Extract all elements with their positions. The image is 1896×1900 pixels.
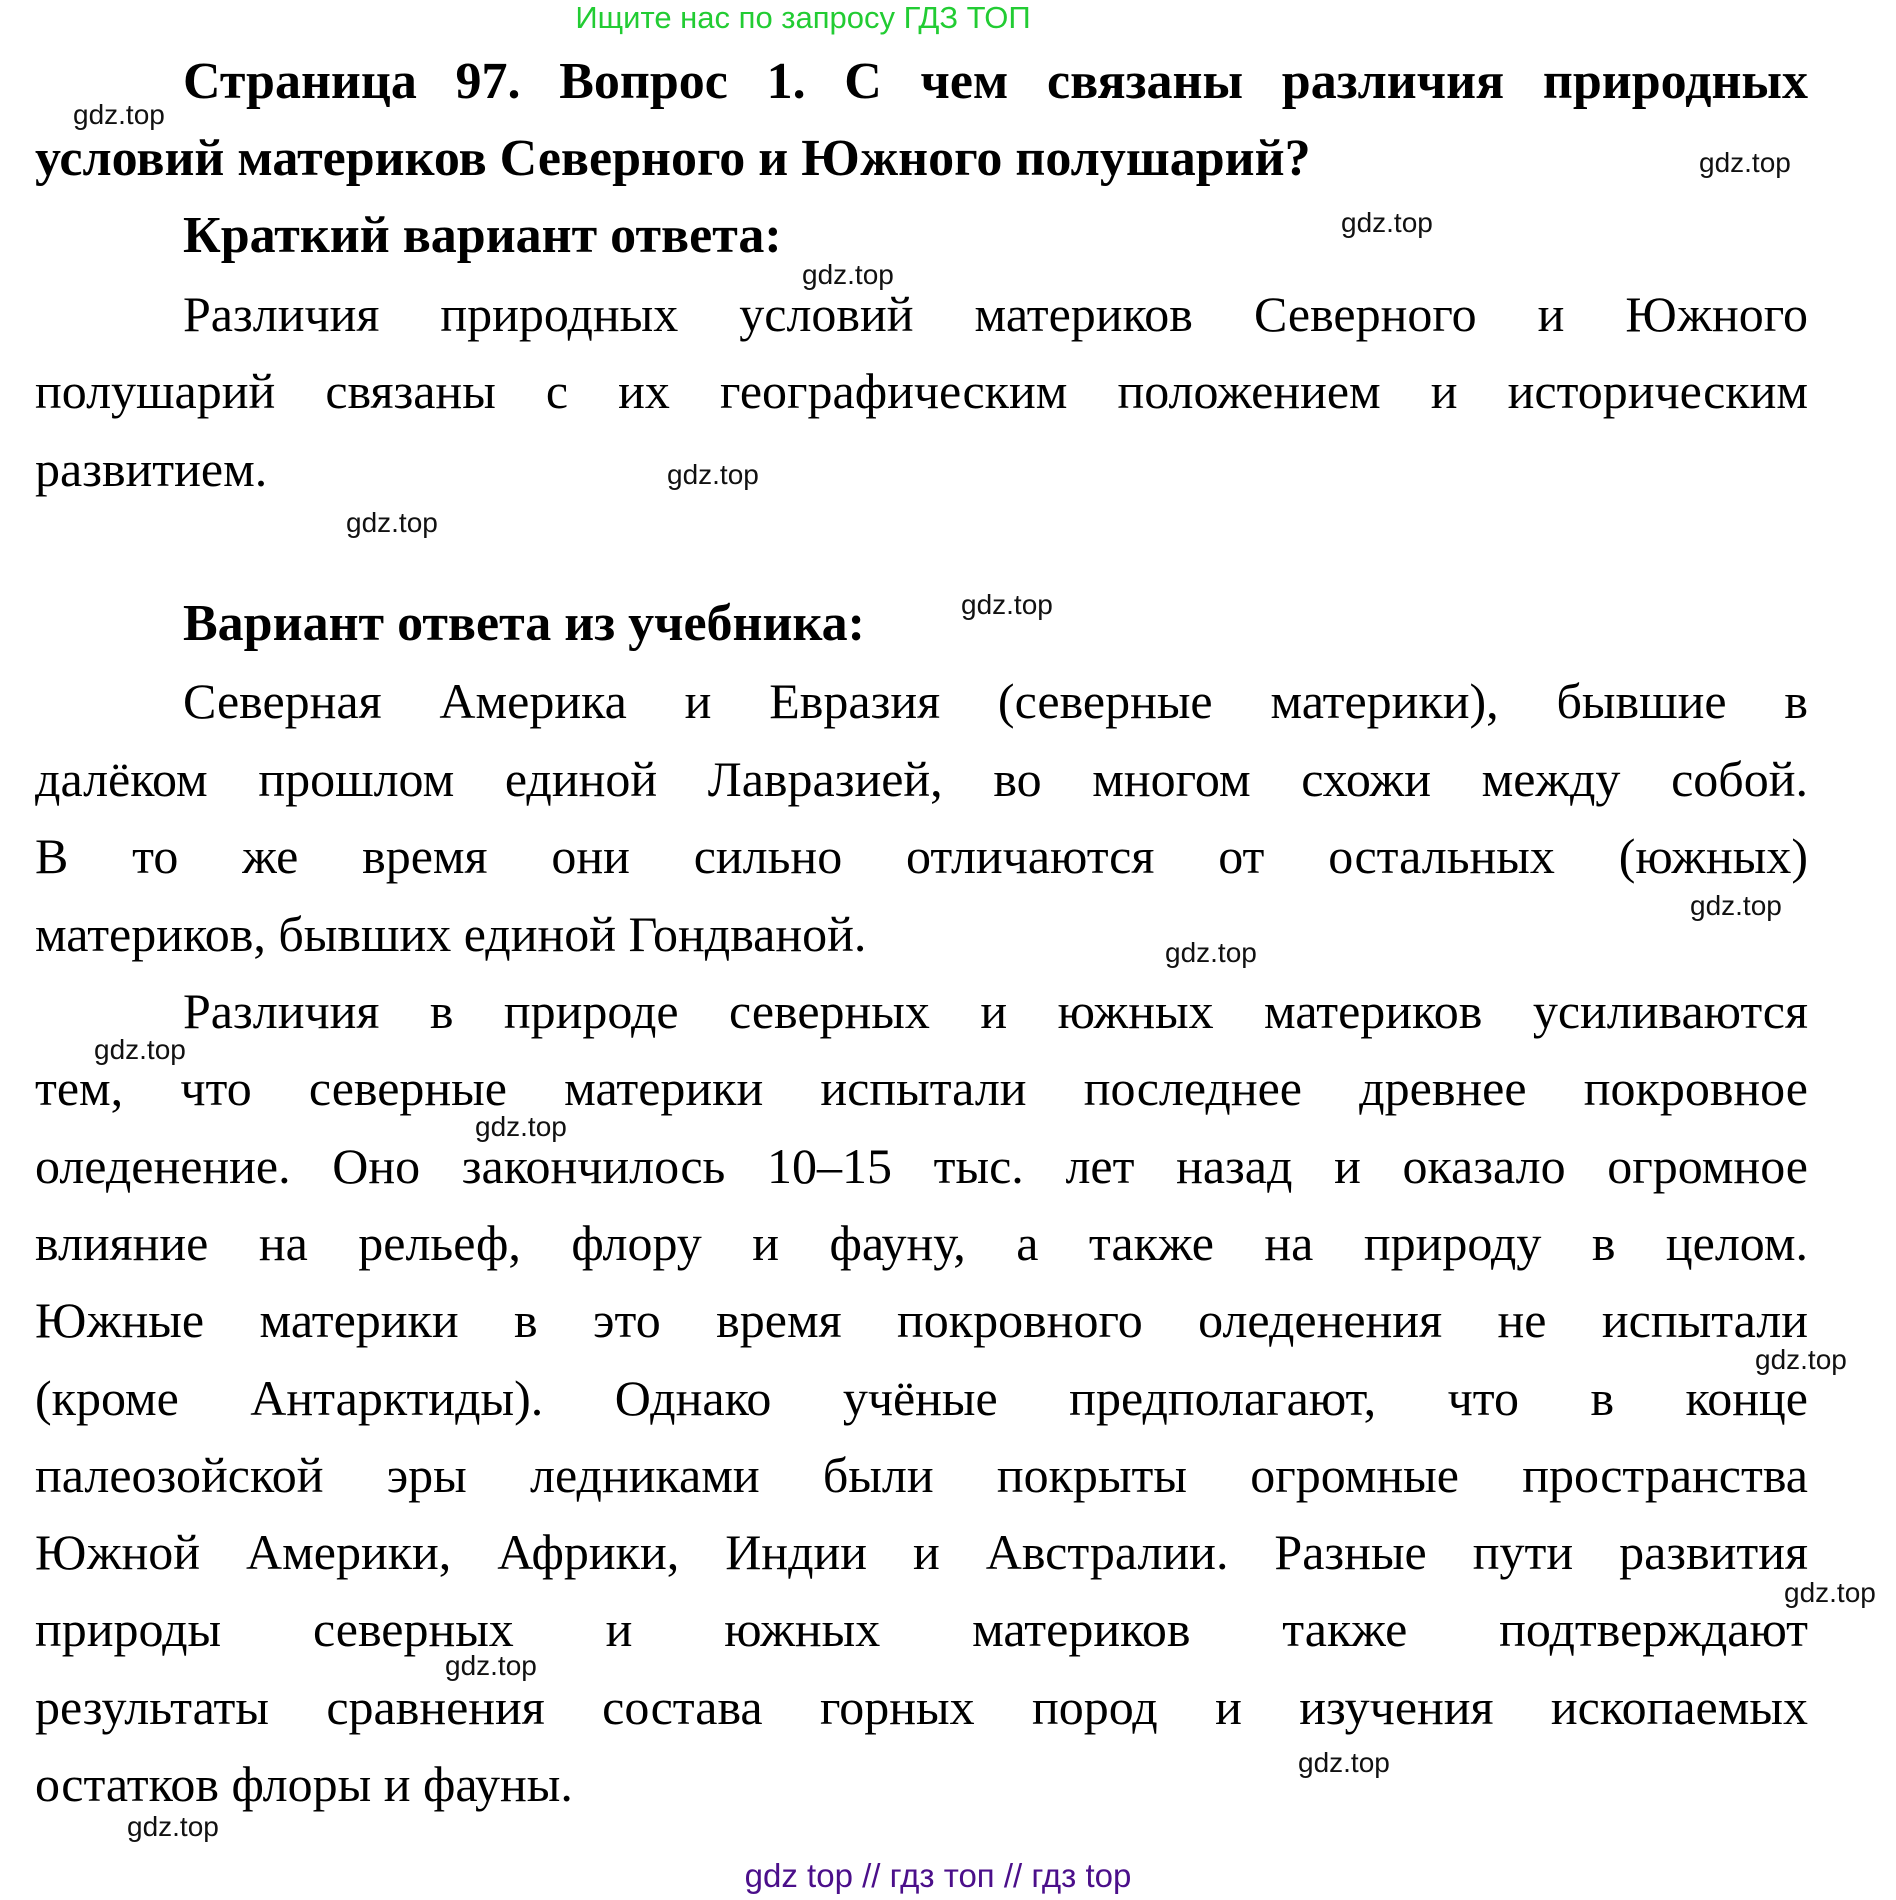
paragraph1-line: Северная Америка и Евразия (северные материки), бывшие в [183,673,1808,729]
watermark: gdz.top [1699,147,1791,178]
watermark: gdz.top [94,1034,186,1065]
paragraph2-line: влияние на рельеф, флору и фауну, а также на природу в целом. [35,1215,1808,1271]
watermark: gdz.top [346,507,438,538]
watermark: gdz.top [475,1111,567,1142]
paragraph2-line: Различия в природе северных и южных материков усиливаются [183,983,1808,1039]
question-title-line-2: условий материков Северного и Южного полушарий? [35,130,1311,187]
watermark: gdz.top [445,1650,537,1681]
question-title-line-1: Страница 97. Вопрос 1. С чем связаны различия природных [183,53,1808,110]
paragraph2-line: результаты сравнения состава горных пород и изучения ископаемых [35,1679,1808,1735]
paragraph2-line: остатков флоры и фауны. [35,1756,573,1812]
paragraph1-line: материков, бывших единой Гондваной. [35,906,867,962]
paragraph2-line: оледенение. Оно закончилось 10–15 тыс. лет назад и оказало огромное [35,1138,1808,1194]
watermark: gdz.top [1298,1747,1390,1778]
paragraph2-line: природы северных и южных материков также подтверждают [35,1601,1808,1657]
footer-links [0,1856,1896,1896]
watermark: gdz.top [127,1811,219,1842]
footer-text: gdz top // гдз топ // гдз top [744,1857,1132,1894]
watermark: gdz.top [802,259,894,290]
watermark: gdz.top [73,99,165,130]
watermark: gdz.top [1690,890,1782,921]
search-banner [0,0,1896,36]
watermark: gdz.top [1755,1344,1847,1375]
search-banner-text: Ищите нас по запросу ГДЗ ТОП [575,0,1031,35]
short-answer-line-1: Различия природных условий материков Северного и Южного [183,286,1808,342]
paragraph2-line: Южные материки в это время покровного оледенения не испытали [35,1292,1808,1348]
paragraph1-line: В то же время они сильно отличаются от остальных (южных) [35,828,1808,884]
short-answer-line-2: полушарий связаны с их географическим положением и историческим [35,363,1808,419]
watermark: gdz.top [1341,207,1433,238]
watermark: gdz.top [667,459,759,490]
short-answer-line-3: развитием. [35,441,268,497]
paragraph2-line: палеозойской эры ледниками были покрыты огромные пространства [35,1447,1808,1503]
paragraph2-line: Южной Америки, Африки, Индии и Австралии. Разные пути развития [35,1524,1808,1580]
paragraph1-line: далёком прошлом единой Лавразией, во многом схожи между собой. [35,751,1808,807]
watermark: gdz.top [1784,1577,1876,1608]
paragraph2-line: (кроме Антарктиды). Однако учёные предполагают, что в конце [35,1370,1808,1426]
short-answer-heading: Краткий вариант ответа: [183,207,782,264]
textbook-answer-heading: Вариант ответа из учебника: [183,595,865,652]
paragraph2-line: тем, что северные материки испытали последнее древнее покровное [35,1060,1808,1116]
watermark: gdz.top [1165,937,1257,968]
watermark: gdz.top [961,589,1053,620]
